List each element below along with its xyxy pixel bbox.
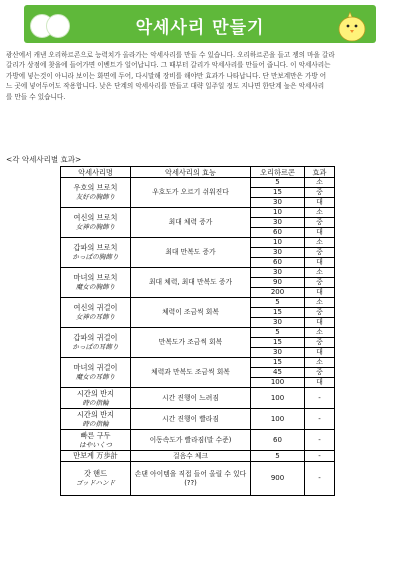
accessory-name-cell: [61, 268, 131, 298]
effect-level: 소: [305, 238, 335, 248]
accessory-japanese-name: はやいくつ: [79, 440, 112, 449]
accessory-name-cell: [61, 388, 131, 409]
table-row: [61, 268, 335, 278]
effect-level: -: [305, 409, 335, 430]
accessory-name: 갓 핸드: [83, 469, 108, 478]
accessory-name-cell: [61, 328, 131, 358]
accessory-name-cell: [61, 409, 131, 430]
table-row: [61, 430, 335, 451]
table-header-row: [61, 167, 335, 178]
accessory-effect: 체력이 조금씩 회복: [131, 298, 251, 328]
section-title: <각 악세사리별 효과>: [6, 155, 82, 164]
orichalcum-cost: 60: [251, 430, 305, 451]
effect-level: 소: [305, 298, 335, 308]
table-row: [61, 208, 335, 218]
accessory-japanese-name: 魔女の耳飾り: [75, 373, 116, 381]
orichalcum-cost: 10: [251, 208, 305, 218]
orichalcum-cost: 5: [251, 451, 305, 462]
accessory-effect: 체력과 만복도 조금씩 회복: [131, 358, 251, 388]
orichalcum-cost: 200: [251, 288, 305, 298]
orichalcum-cost: 30: [251, 318, 305, 328]
effect-level: 대: [305, 288, 335, 298]
col-header-level: 효과: [305, 167, 335, 178]
effect-level: 대: [305, 198, 335, 208]
orichalcum-cost: 5: [251, 178, 305, 188]
effect-level: 대: [305, 378, 335, 388]
effect-level: -: [305, 462, 335, 496]
effect-level: -: [305, 451, 335, 462]
accessory-name: 갑파의 브로치: [73, 243, 118, 252]
page-title: 악세사리 만들기: [135, 18, 265, 38]
table-row: [61, 462, 335, 496]
table-row: [61, 238, 335, 248]
accessory-japanese-name: かっぱの耳飾り: [72, 343, 119, 351]
table-row: [61, 358, 335, 368]
accessory-japanese-name: かっぱの胸飾り: [72, 253, 119, 261]
accessory-name-cell: [61, 451, 131, 462]
effect-level: 대: [305, 348, 335, 358]
accessory-effect: 최대 체력 증가: [131, 208, 251, 238]
accessory-name: 만보계 万歩計: [73, 451, 118, 460]
orichalcum-cost: 30: [251, 348, 305, 358]
orichalcum-cost: 45: [251, 368, 305, 378]
accessory-japanese-name: 魔女の胸飾り: [75, 283, 116, 291]
accessory-effect: 걸음수 체크: [131, 451, 251, 462]
effect-level: 중: [305, 218, 335, 228]
accessory-effect: 손댄 아이템을 직접 들어 올릴 수 있다(??): [131, 462, 251, 496]
accessory-name-cell: [61, 208, 131, 238]
orichalcum-cost: 15: [251, 338, 305, 348]
effect-level: 중: [305, 308, 335, 318]
accessory-effect: 최대 체력, 최대 만복도 증가: [131, 268, 251, 298]
effect-level: 중: [305, 338, 335, 348]
accessory-name: 빠른 구두: [80, 430, 111, 440]
accessory-name-cell: [61, 178, 131, 208]
accessory-name: 우호의 브로치: [73, 183, 118, 192]
col-header-name: 악세사리명: [61, 167, 131, 178]
accessory-name: 마녀의 브로치: [73, 273, 118, 282]
effect-level: 소: [305, 178, 335, 188]
orichalcum-cost: 15: [251, 358, 305, 368]
orichalcum-cost: 10: [251, 238, 305, 248]
orichalcum-cost: 900: [251, 462, 305, 496]
orichalcum-cost: 30: [251, 218, 305, 228]
orichalcum-cost: 15: [251, 308, 305, 318]
accessory-name-cell: [61, 462, 131, 496]
accessory-name: 시간의 반지: [76, 388, 114, 398]
chick-icon: [334, 7, 370, 43]
table-body: [61, 178, 335, 496]
effect-level: 대: [305, 258, 335, 268]
accessory-effect: 최대 만복도 증가: [131, 238, 251, 268]
orichalcum-cost: 30: [251, 268, 305, 278]
effect-level: 소: [305, 358, 335, 368]
orichalcum-cost: 100: [251, 388, 305, 409]
accessory-japanese-name: ゴッドハンド: [75, 479, 116, 487]
table-row: [61, 388, 335, 409]
effect-level: 중: [305, 188, 335, 198]
orichalcum-cost: 100: [251, 378, 305, 388]
effect-level: 대: [305, 318, 335, 328]
table-row: [61, 409, 335, 430]
effect-level: 소: [305, 268, 335, 278]
accessory-japanese-name: 時の指輪: [82, 419, 109, 428]
orichalcum-cost: 5: [251, 298, 305, 308]
table-row: [61, 451, 335, 462]
accessory-effect: 시간 진행이 빨라짐: [131, 409, 251, 430]
accessory-name: 여신의 브로치: [73, 213, 118, 222]
effect-level: -: [305, 430, 335, 451]
effect-level: 소: [305, 328, 335, 338]
accessory-effect: 만복도가 조금씩 회복: [131, 328, 251, 358]
accessory-name-cell: [61, 238, 131, 268]
table-row: [61, 328, 335, 338]
accessory-japanese-name: 時の指輪: [82, 398, 109, 407]
effect-level: 중: [305, 368, 335, 378]
effect-level: 대: [305, 228, 335, 238]
orichalcum-cost: 15: [251, 188, 305, 198]
orichalcum-cost: 100: [251, 409, 305, 430]
accessory-name: 갑파의 귀걸이: [73, 333, 118, 342]
table-row: [61, 178, 335, 188]
accessory-japanese-name: 女神の胸飾り: [75, 223, 116, 231]
effect-level: -: [305, 388, 335, 409]
accessory-name-cell: [61, 430, 131, 451]
accessory-name-cell: [61, 358, 131, 388]
effect-level: 중: [305, 278, 335, 288]
effect-table: [60, 166, 335, 496]
accessory-name: 마녀의 귀걸이: [73, 363, 118, 372]
table-row: [61, 298, 335, 308]
accessory-name: 여신의 귀걸이: [73, 303, 118, 312]
orichalcum-cost: 5: [251, 328, 305, 338]
col-header-cost: 오리하르콘: [251, 167, 305, 178]
orichalcum-cost: 30: [251, 198, 305, 208]
orichalcum-cost: 30: [251, 248, 305, 258]
orichalcum-cost: 60: [251, 228, 305, 238]
effect-level: 소: [305, 208, 335, 218]
accessory-japanese-name: 女神の耳飾り: [75, 313, 116, 321]
orichalcum-cost: 90: [251, 278, 305, 288]
accessory-effect: 이동속도가 빨라짐(말 수준): [131, 430, 251, 451]
intro-paragraph: 광산에서 캐낸 오리하르콘으로 능력치가 올라가는 악세사리를 만들 수 있습니다. 오리하르콘을 들고 젱의 마을 갈라 갈리가 상점에 찾을에 들어가면 이벤트가 일어납니다. 그 때부터 갈리가 악세사리를 만들어 줍니다. 이 악세사리는 가방에 넣는것이 아니라 보이는 화면에 두어, 다시말해 장비를 해야만 효과가 나타납니다. 단 만보계만은 가방 어 느 곳에 넣어두어도 작용합니다. 낮은 단계의 악세사리를 만들고 대략 일주일 정도 지나면 한단계 높은 악세사리 를 만들 수 있습니다.: [6, 51, 335, 101]
accessory-japanese-name: 友好の胸飾り: [75, 193, 116, 201]
accessory-effect: 시간 진행이 느려짐: [131, 388, 251, 409]
accessory-effect: 우호도가 오르기 쉬워진다: [131, 178, 251, 208]
accessory-name-cell: [61, 298, 131, 328]
effect-level: 중: [305, 248, 335, 258]
accessory-name: 시간의 반지: [76, 409, 114, 419]
title-banner: [24, 5, 376, 43]
col-header-effect: 악세사리의 효능: [131, 167, 251, 178]
orichalcum-cost: 60: [251, 258, 305, 268]
